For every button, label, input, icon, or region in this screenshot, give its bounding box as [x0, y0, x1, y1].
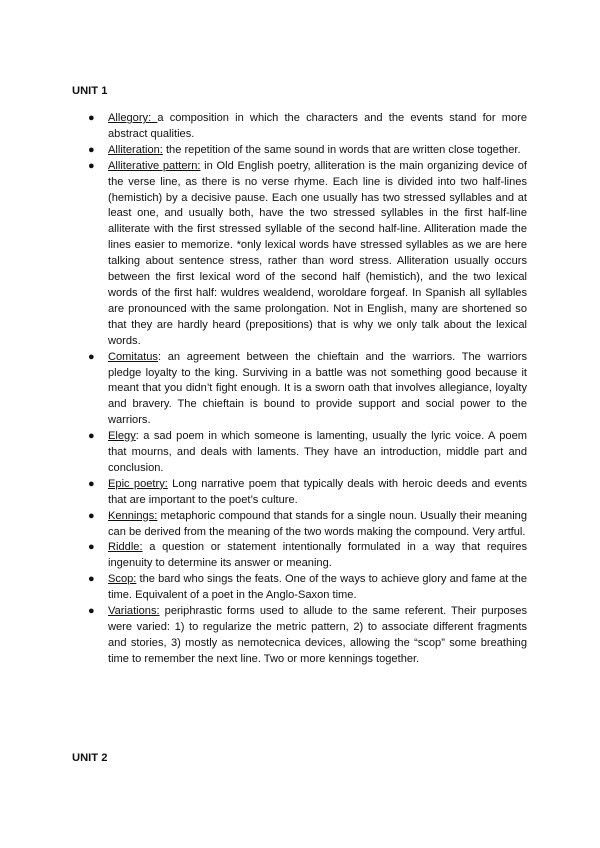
glossary-entry-comitatus — [0, 350, 527, 430]
glossary-definition: metaphoric compound that stands for a single noun. Usually their meaning can be derived from the meaning of the two words making the compound. Very artful. — [108, 509, 527, 538]
glossary-entry-alliterative-pattern — [0, 159, 527, 350]
glossary-entry-scop — [0, 572, 527, 604]
bullet-icon: ● — [88, 350, 95, 363]
glossary-definition: : an agreement between the chieftain and the warriors. The warriors pledge loyalty to the king. Surviving in a battle was not something good because it meant that you didn’t fight enough. It is a sworn oath that involves allegiance, loyalty and bravery. The chieftain is bound to provide support and social power to the warriors. — [108, 350, 527, 427]
glossary-entry-riddle — [0, 540, 527, 572]
unit-2-heading: UNIT 2 — [72, 752, 108, 764]
bullet-icon: ● — [88, 477, 95, 490]
glossary-definition: Long narrative poem that typically deals with heroic deeds and events that are important to the poet’s culture. — [108, 477, 528, 506]
glossary-term: Comitatus — [108, 350, 158, 363]
glossary-entry-epic-poetry — [0, 477, 527, 509]
glossary-term: Kennings: — [108, 509, 158, 522]
glossary-entry-kennings — [0, 509, 527, 541]
glossary-term: Epic poetry: — [108, 477, 168, 490]
glossary-term: Allegory: — [108, 112, 158, 124]
glossary-entry-variations — [0, 604, 527, 668]
glossary-term: Elegy — [108, 430, 136, 443]
glossary-definition: a question or statement intentionally formulated in a way that requires ingenuity to determine its answer or meaning. — [108, 541, 527, 570]
glossary-term: Alliteration: — [108, 143, 163, 156]
glossary-term: Alliterative pattern: — [108, 159, 201, 172]
glossary-entry-elegy — [0, 429, 527, 477]
glossary-definition: a composition in which the characters and the events stand for more abstract qualities. — [108, 112, 527, 140]
glossary-term: Riddle: — [108, 541, 143, 554]
bullet-icon: ● — [88, 430, 95, 443]
bullet-icon: ● — [88, 509, 95, 522]
glossary-term: Scop: — [108, 573, 137, 586]
glossary-entry-allegory — [0, 111, 527, 143]
glossary-term: Variations: — [108, 605, 160, 618]
unit-1-heading: UNIT 1 — [72, 85, 108, 97]
glossary-definition: the bard who sings the feats. One of the ways to achieve glory and fame at the time. Equivalent of a poet in the Anglo-Saxon time. — [108, 573, 527, 602]
bullet-icon: ● — [88, 159, 95, 172]
glossary-definition: : a sad poem in which someone is lamenting, usually the lyric voice. A poem that mourns, and deals with laments. They have an introduction, middle part and conclusion. — [108, 430, 527, 474]
bullet-icon: ● — [88, 541, 95, 554]
glossary-entry-alliteration — [0, 143, 527, 159]
bullet-icon: ● — [88, 112, 95, 124]
bullet-icon: ● — [88, 573, 95, 586]
glossary-definition: periphrastic forms used to allude to the same referent. Their purposes were varied: 1) to regularize the metric pattern, 2) to associate different fragments and stories, 3) mostly as nemotecnica devices, allowing the “scop” some breathing time to remember the next line. Two or more kennings together. — [108, 605, 527, 665]
unit-1-glossary-list — [0, 111, 600, 668]
bullet-icon: ● — [88, 605, 95, 618]
bullet-icon: ● — [88, 143, 95, 156]
glossary-definition: in Old English poetry, alliteration is the main organizing device of the verse line, as there is no verse rhyme. Each line is divided into two half-lines (hemistich) by a decisive pause. Each one usually has two stressed syllables and at least one, and usually both, have the two stressed syllables in the first half-line alliterate with the first stressed syllable of the second half-line. Alliteration made the lines easier to memorize. *only lexical words have stressed syllables as we are here talking about sentence stress, rather than word stress. Alliteration usually occurs between the first lexical word of the second half (hemistich), and the two lexical words of the first half: wuldres wealdend, woroldare forgeaf. In Spanish all syllables are pronounced with the same prolongation. Not in English, many are shortened so that they are hardly heard (prepositions) that is why we only talk about the lexical words. — [108, 159, 527, 347]
glossary-definition: the repetition of the same sound in words that are written close together. — [162, 143, 521, 156]
